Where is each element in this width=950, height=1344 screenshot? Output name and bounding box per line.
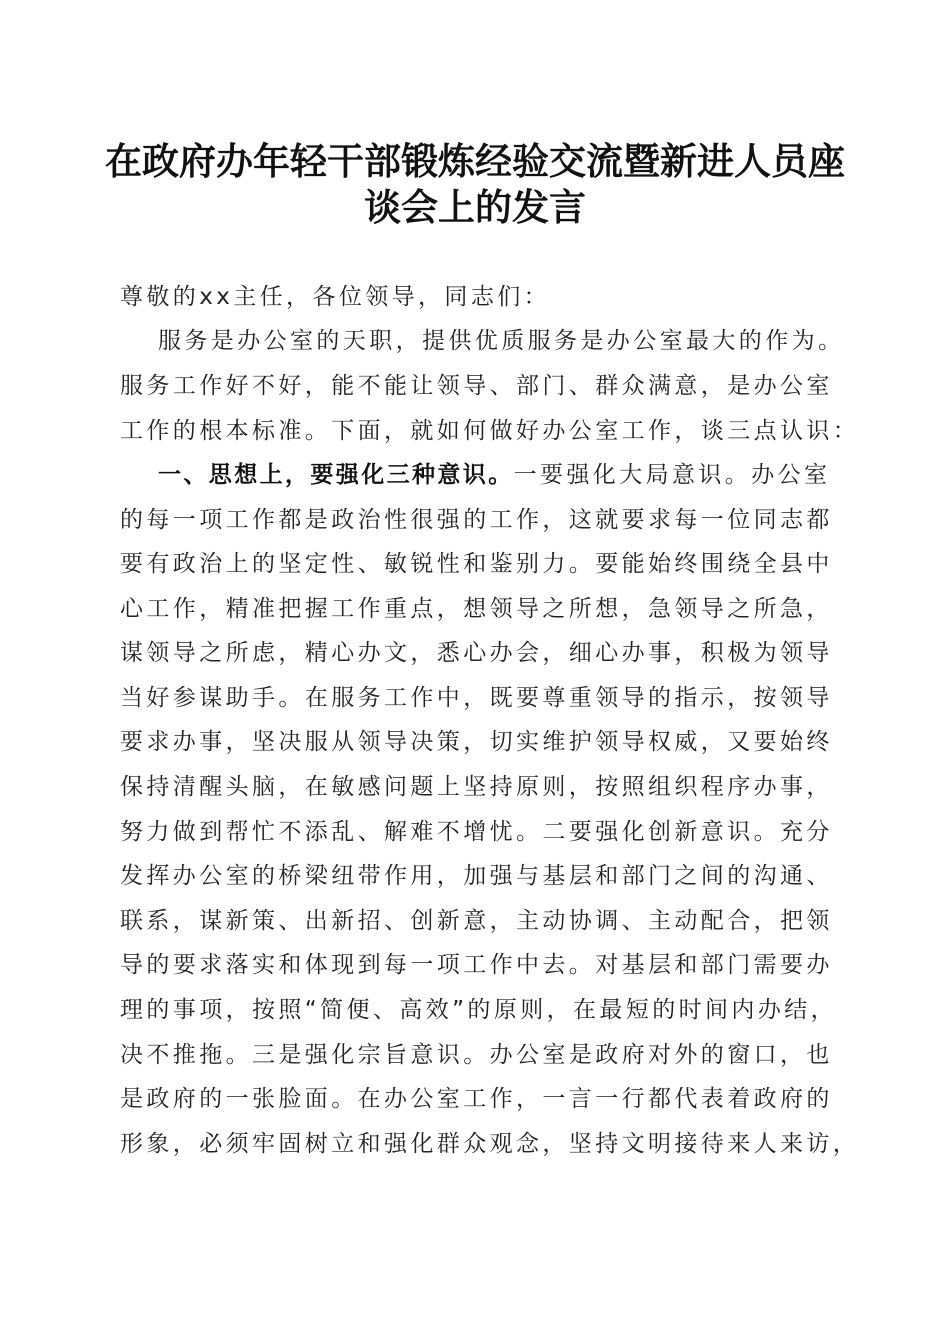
body-line: 努力做到帮忙不添乱、解难不增忧。二要强化创新意识。充分: [120, 819, 833, 845]
body-line: 的每一项工作都是政治性很强的工作，这就要求每一位同志都: [120, 507, 833, 533]
section1-first-line: [158, 460, 832, 490]
body-line: 要有政治上的坚定性、敏锐性和鉴别力。要能始终围绕全县中: [120, 551, 833, 577]
body-line: 发挥办公室的桥梁纽带作用，加强与基层和部门之间的沟通、: [120, 863, 833, 889]
section1-heading: 一、思想上，要强化三种意识。: [158, 462, 514, 488]
body-line: 导的要求落实和体现到每一项工作中去。对基层和部门需要办: [120, 952, 833, 978]
body-line: 要求办事，坚决服从领导决策，切实维护领导权威，又要始终: [120, 729, 833, 755]
intro-line-2: 服务工作好不好，能不能让领导、部门、群众满意，是办公室: [120, 373, 833, 399]
body-line: 当好参谋助手。在服务工作中，既要尊重领导的指示，按领导: [120, 685, 833, 711]
body-line: 保持清醒头脑，在敏感问题上坚持原则，按照组织程序办事，: [120, 774, 833, 800]
body-line: 理的事项，按照“简便、高效”的原则，在最短的时间内办结，: [120, 997, 838, 1023]
body-line: 形象，必须牢固树立和强化群众观念，坚持文明接待来人来访，: [120, 1131, 860, 1157]
body-line: 心工作，精准把握工作重点，想领导之所想，急领导之所急，: [120, 596, 833, 622]
intro-line-1: 服务是办公室的天职，提供优质服务是办公室最大的作为。: [158, 328, 845, 354]
section1-first-line-text: 一要强化大局意识。办公室: [513, 462, 831, 488]
document-title-line-1: 在政府办年轻干部锻炼经验交流暨新进人员座: [105, 139, 845, 183]
body-line: 联系，谋新策、出新招、创新意，主动协调、主动配合，把领: [120, 908, 833, 934]
intro-line-3: 工作的根本标准。下面，就如何做好办公室工作，谈三点认识：: [120, 418, 860, 444]
body-line: 谋领导之所虑，精心办文，悉心办会，细心办事，积极为领导: [120, 640, 833, 666]
salutation: 尊敬的xx主任，各位领导，同志们：: [120, 284, 551, 310]
document-title-line-2: 谈会上的发言: [364, 185, 586, 229]
body-line: 决不推拖。三是强化宗旨意识。办公室是政府对外的窗口，也: [120, 1042, 833, 1068]
body-line: 是政府的一张脸面。在办公室工作，一言一行都代表着政府的: [120, 1086, 833, 1112]
